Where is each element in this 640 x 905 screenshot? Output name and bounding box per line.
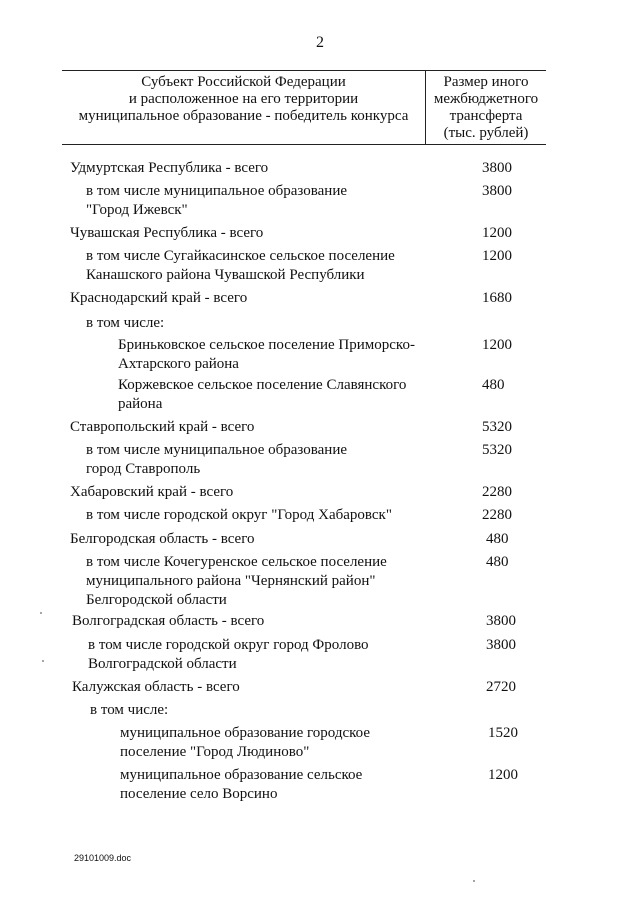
- row-value: 1200: [488, 767, 518, 783]
- row-value: 2280: [482, 484, 512, 500]
- scan-speck: [42, 660, 44, 662]
- row-value: 2720: [486, 679, 516, 695]
- header-left-line: муниципальное образование - победитель конкурса: [78, 108, 409, 124]
- row-name: в том числе Сугайкасинское сельское поселение Канашского района Чувашской Республики: [86, 248, 395, 283]
- row-value: 480: [482, 377, 505, 393]
- header-left-line: и расположенное на его территории: [128, 91, 359, 107]
- header-right-line: трансферта: [449, 108, 523, 124]
- row-value: 1680: [482, 290, 512, 306]
- row-value: 1520: [488, 725, 518, 741]
- row-name: Волгоградская область - всего: [72, 613, 265, 629]
- row-name: Ставропольский край - всего: [70, 419, 255, 435]
- row-name: Хабаровский край - всего: [70, 484, 234, 500]
- page-number: 2: [316, 34, 324, 51]
- row-name: в том числе:: [86, 315, 165, 331]
- row-name: в том числе городской округ "Город Хабаровск": [86, 507, 392, 523]
- scan-speck: [473, 880, 475, 882]
- row-value: 3800: [486, 613, 516, 629]
- row-value: 1200: [482, 337, 512, 353]
- row-name: в том числе городской округ город Фролово Волгоградской области: [88, 637, 369, 672]
- header-left-line: Субъект Российской Федерации: [141, 74, 346, 90]
- row-value: 480: [486, 531, 509, 547]
- row-value: 1200: [482, 225, 512, 241]
- row-value: 5320: [482, 419, 512, 435]
- row-name: муниципальное образование сельское поселение село Ворсино: [120, 767, 363, 802]
- row-name: в том числе Кочегуренское сельское поселение муниципального района "Чернянский район" Белгородской области: [86, 554, 387, 608]
- row-name: Калужская область - всего: [72, 679, 240, 695]
- header-right-line: (тыс. рублей): [443, 125, 529, 141]
- row-name: Удмуртская Республика - всего: [70, 160, 269, 176]
- row-value: 3800: [482, 160, 512, 176]
- row-value: 3800: [482, 183, 512, 199]
- footer-doc-name: 29101009.doc: [74, 853, 132, 863]
- row-value: 3800: [486, 637, 516, 653]
- row-name: Бриньковское сельское поселение Приморско- Ахтарского района: [118, 337, 415, 372]
- row-name: Чувашская Республика - всего: [70, 225, 264, 241]
- row-value: 2280: [482, 507, 512, 523]
- row-value: 1200: [482, 248, 512, 264]
- row-name: в том числе:: [90, 702, 169, 718]
- header-right-line: Размер иного: [443, 74, 529, 90]
- row-name: Белгородская область - всего: [70, 531, 255, 547]
- row-value: 480: [486, 554, 509, 570]
- scan-speck: [40, 612, 42, 614]
- header-right-line: межбюджетного: [433, 91, 539, 107]
- row-name: муниципальное образование городское поселение "Город Людиново": [120, 725, 370, 760]
- row-name: Коржевское сельское поселение Славянского района: [118, 377, 407, 412]
- row-name: Краснодарский край - всего: [70, 290, 248, 306]
- row-name: в том числе муниципальное образование "Город Ижевск": [86, 183, 348, 218]
- row-value: 5320: [482, 442, 512, 458]
- row-name: в том числе муниципальное образование город Ставрополь: [86, 442, 348, 477]
